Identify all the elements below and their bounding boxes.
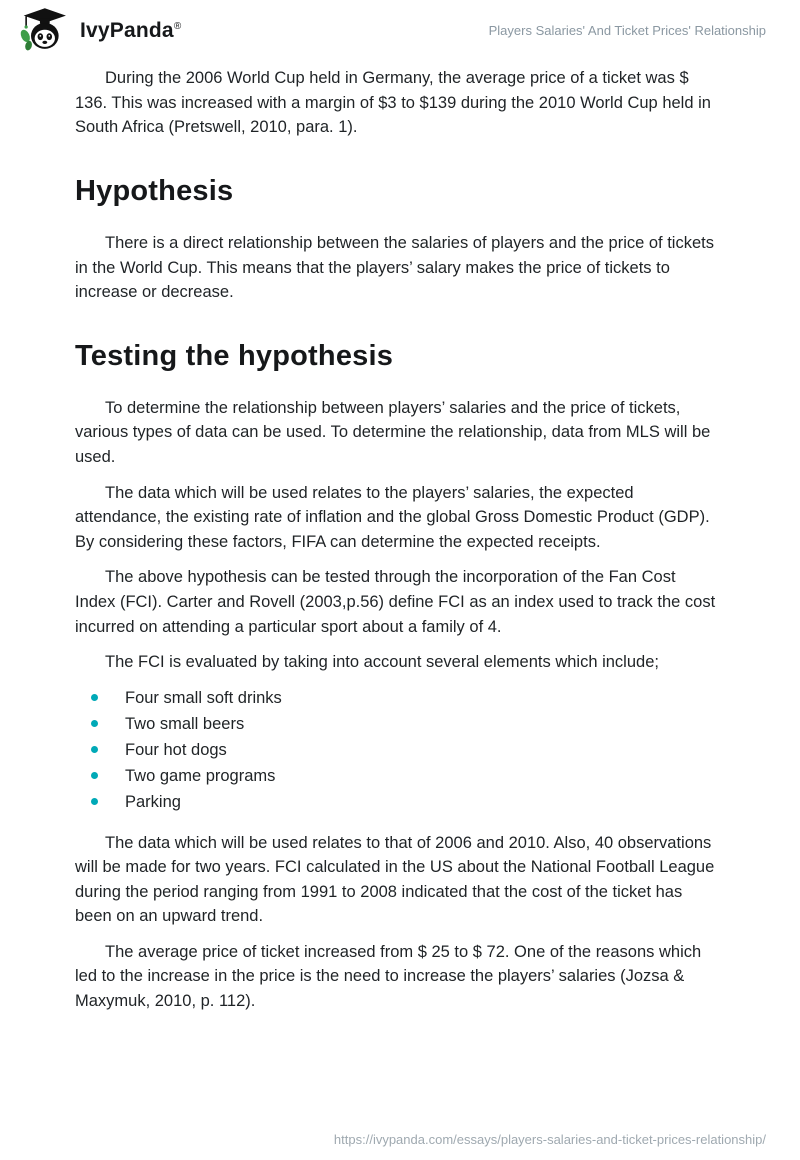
bullet-icon [91, 772, 98, 779]
bullet-icon [91, 798, 98, 805]
paragraph-hypothesis: There is a direct relationship between the salaries of players and the price of tickets in the World Cup. This means that the players’ salary makes the price of tickets to increase or decrease. [75, 233, 714, 302]
registered-mark: ® [173, 20, 182, 32]
paragraph-testing-1: To determine the relationship between players’ salaries and the price of tickets, various types of data can be used. To determine the relationship, data from MLS will be used. [75, 398, 711, 467]
list-item [75, 712, 720, 737]
bullet-icon [91, 720, 98, 727]
paragraph-fci-intro: The FCI is evaluated by taking into account several elements which include; [105, 653, 659, 672]
brand-name: IvyPanda® [80, 18, 182, 42]
ivypanda-logo-link[interactable] [18, 5, 181, 57]
list-item-label: Four small soft drinks [125, 688, 282, 707]
list-item-label: Four hot dogs [125, 740, 227, 759]
list-item [75, 738, 720, 763]
list-item [75, 686, 720, 711]
source-url-link[interactable]: https://ivypanda.com/essays/players-salaries-and-ticket-prices-relationship/ [333, 1132, 766, 1147]
bullet-icon [91, 694, 98, 701]
paragraph-price-increase: The average price of ticket increased from $ 25 to $ 72. One of the reasons which led to the increase in the price is the need to increase the players’ salaries (Jozsa & Maxymuk, 2010, p. 112). [75, 942, 702, 1011]
list-item-label: Two small beers [125, 714, 245, 733]
ivypanda-logo-icon [18, 5, 70, 57]
heading-hypothesis: Hypothesis [75, 174, 234, 207]
list-item [75, 764, 720, 789]
paragraph-testing-2: The data which will be used relates to the players’ salaries, the expected attendance, the existing rate of inflation and the global Gross Domestic Product (GDP). By considering these factors, FIFA can determine the expected receipts. [75, 483, 710, 551]
page-footer [334, 1132, 766, 1147]
fci-elements-list [75, 686, 720, 815]
heading-testing-hypothesis: Testing the hypothesis [75, 339, 394, 372]
page-header [0, 0, 800, 58]
document-body [0, 58, 800, 1014]
list-item-label: Parking [125, 792, 181, 811]
paragraph-testing-3: The above hypothesis can be tested through the incorporation of the Fan Cost Index (FCI). Carter and Rovell (2003,p.56) define FCI as an index used to track the cost incurred on attending a particular sport about a family of 4. [75, 568, 716, 636]
paragraph-intro: During the 2006 World Cup held in Germany, the average price of a ticket was $ 136. This was increased with a margin of $3 to $139 during the 2010 World Cup held in South Africa (Pretswell, 2010, para. 1). [75, 69, 711, 137]
bullet-icon [91, 746, 98, 753]
list-item-label: Two game programs [125, 766, 276, 785]
document-title: Players Salaries' And Ticket Prices' Relationship [488, 23, 766, 38]
paragraph-data-years: The data which will be used relates to that of 2006 and 2010. Also, 40 observations will be made for two years. FCI calculated in the US about the National Football League during the period ranging from 1991 to 2008 indicated that the cost of the ticket has been on an upward trend. [75, 833, 715, 926]
list-item [75, 790, 720, 815]
